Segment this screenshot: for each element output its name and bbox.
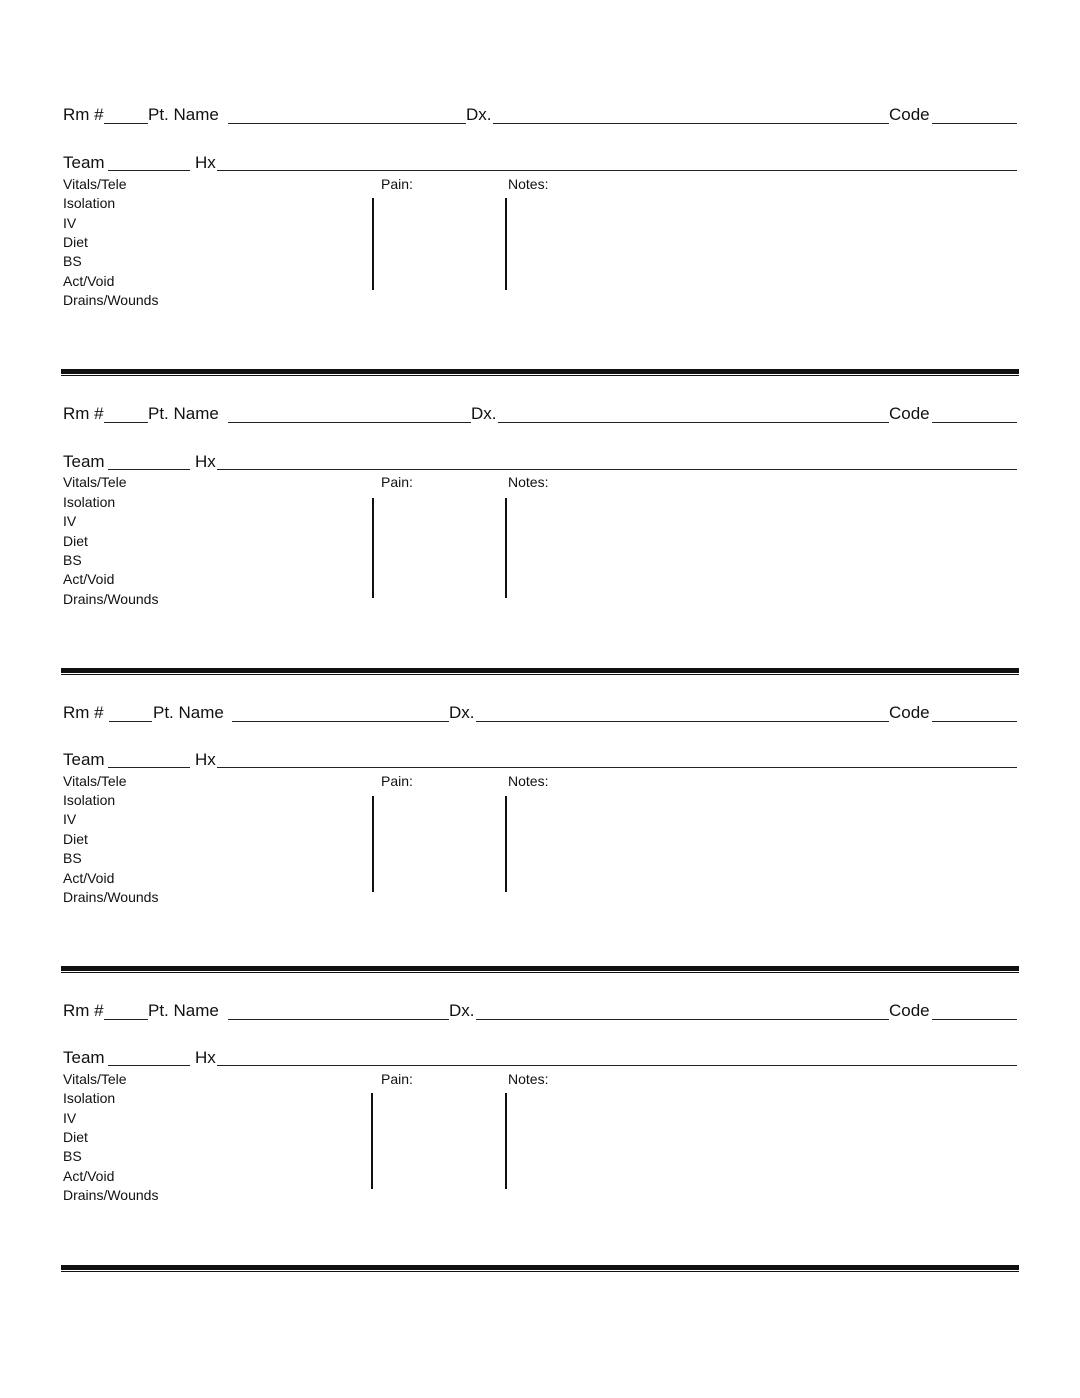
dx-label: Dx. — [466, 105, 492, 124]
checklist-item: Isolation — [63, 494, 116, 510]
room-label: Rm # — [63, 105, 104, 124]
room-field[interactable] — [104, 422, 148, 423]
hx-field[interactable] — [217, 767, 1017, 768]
checklist-item: IV — [63, 215, 77, 231]
team-label: Team — [63, 452, 105, 471]
code-label: Code — [889, 105, 930, 124]
checklist-item: Diet — [63, 234, 88, 250]
checklist-item: Diet — [63, 1129, 88, 1145]
checklist-item: Act/Void — [63, 870, 115, 886]
pain-label: Pain: — [381, 1071, 413, 1087]
code-label: Code — [889, 1001, 930, 1020]
column-divider — [372, 796, 374, 892]
checklist-item: Drains/Wounds — [63, 889, 159, 905]
checklist-item: Diet — [63, 533, 88, 549]
room-label: Rm # — [63, 404, 104, 423]
team-label: Team — [63, 750, 105, 769]
team-label: Team — [63, 153, 105, 172]
checklist-item: IV — [63, 811, 77, 827]
notes-label: Notes: — [508, 1071, 549, 1087]
checklist-item: Isolation — [63, 792, 116, 808]
notes-label: Notes: — [508, 474, 549, 490]
checklist-item: Isolation — [63, 1090, 116, 1106]
column-divider — [372, 498, 374, 598]
column-divider — [371, 1093, 373, 1189]
column-divider — [505, 198, 507, 290]
checklist-item: Vitals/Tele — [63, 1071, 127, 1087]
checklist-item: Drains/Wounds — [63, 292, 159, 308]
checklist-item: Diet — [63, 831, 88, 847]
checklist-item: Act/Void — [63, 571, 115, 587]
dx-field[interactable] — [476, 721, 889, 722]
dx-label: Dx. — [471, 404, 497, 423]
dx-label: Dx. — [449, 703, 475, 722]
checklist-item: Act/Void — [63, 273, 115, 289]
checklist-item: Vitals/Tele — [63, 773, 127, 789]
code-field[interactable] — [932, 721, 1017, 722]
room-field[interactable] — [109, 721, 152, 722]
patient-name-field[interactable] — [228, 123, 466, 124]
room-field[interactable] — [104, 123, 148, 124]
team-field[interactable] — [108, 1065, 190, 1066]
checklist-item: Drains/Wounds — [63, 591, 159, 607]
checklist-item: Vitals/Tele — [63, 176, 127, 192]
patient-name-label: Pt. Name — [148, 404, 219, 423]
room-label: Rm # — [63, 1001, 104, 1020]
pain-label: Pain: — [381, 474, 413, 490]
checklist-item: BS — [63, 1148, 82, 1164]
hx-label: Hx — [195, 153, 216, 172]
dx-label: Dx. — [449, 1001, 475, 1020]
patient-block-2 — [0, 299, 1080, 607]
patient-block-1 — [0, 0, 1080, 308]
dx-field[interactable] — [476, 1019, 889, 1020]
patient-block-3 — [0, 598, 1080, 905]
notes-label: Notes: — [508, 176, 549, 192]
hx-field[interactable] — [217, 170, 1017, 171]
checklist-item: BS — [63, 552, 82, 568]
patient-name-label: Pt. Name — [148, 105, 219, 124]
hx-label: Hx — [195, 1048, 216, 1067]
checklist-item: Isolation — [63, 195, 116, 211]
patient-name-field[interactable] — [228, 1019, 449, 1020]
code-label: Code — [889, 703, 930, 722]
team-field[interactable] — [108, 767, 190, 768]
patient-name-label: Pt. Name — [148, 1001, 219, 1020]
column-divider — [505, 796, 507, 892]
hx-label: Hx — [195, 452, 216, 471]
section-separator — [61, 1265, 1019, 1273]
patient-name-field[interactable] — [228, 422, 471, 423]
checklist-item: Drains/Wounds — [63, 1187, 159, 1203]
checklist-item: IV — [63, 1110, 77, 1126]
checklist-item: Vitals/Tele — [63, 474, 127, 490]
hx-label: Hx — [195, 750, 216, 769]
pain-label: Pain: — [381, 773, 413, 789]
checklist-item: BS — [63, 850, 82, 866]
checklist-item: IV — [63, 513, 77, 529]
checklist-item: Act/Void — [63, 1168, 115, 1184]
column-divider — [505, 498, 507, 598]
hx-field[interactable] — [217, 1065, 1017, 1066]
code-field[interactable] — [932, 422, 1017, 423]
patient-block-4 — [0, 896, 1080, 1203]
dx-field[interactable] — [498, 422, 889, 423]
room-label: Rm # — [63, 703, 104, 722]
pain-label: Pain: — [381, 176, 413, 192]
column-divider — [372, 198, 374, 290]
code-field[interactable] — [932, 1019, 1017, 1020]
dx-field[interactable] — [493, 123, 889, 124]
column-divider — [505, 1093, 507, 1189]
team-field[interactable] — [108, 469, 190, 470]
room-field[interactable] — [104, 1019, 148, 1020]
team-field[interactable] — [108, 170, 190, 171]
checklist-item: BS — [63, 253, 82, 269]
team-label: Team — [63, 1048, 105, 1067]
hx-field[interactable] — [217, 469, 1017, 470]
code-label: Code — [889, 404, 930, 423]
code-field[interactable] — [932, 123, 1017, 124]
patient-name-field[interactable] — [232, 721, 449, 722]
notes-label: Notes: — [508, 773, 549, 789]
patient-name-label: Pt. Name — [153, 703, 224, 722]
